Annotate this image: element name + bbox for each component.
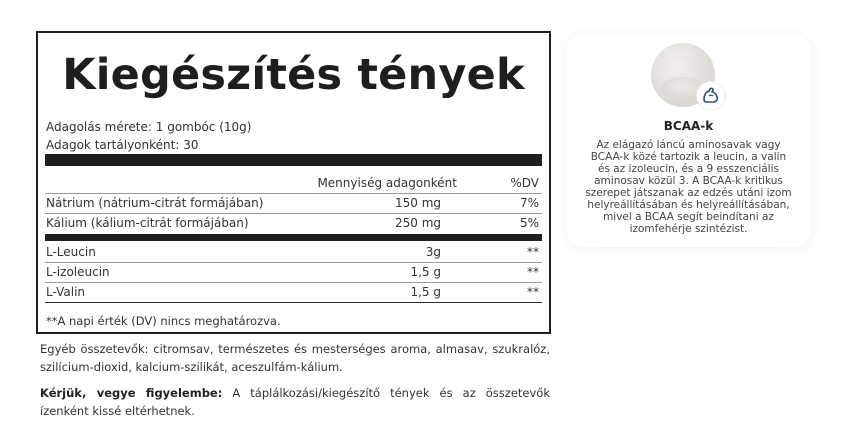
nutrient-name: L-Leucin	[46, 245, 96, 259]
divider-thick	[45, 234, 542, 241]
table-row	[46, 263, 541, 281]
flavor-note	[40, 384, 550, 420]
column-dv-header: %DV	[510, 176, 539, 190]
dv-footnote: **A napi érték (DV) nincs meghatározva.	[46, 314, 281, 328]
bcaa-info-card	[566, 33, 811, 247]
card-title: BCAA-k	[663, 119, 714, 133]
facts-title: Kiegészítés tények	[62, 50, 525, 100]
nutrient-dv: 5%	[519, 216, 539, 230]
nutrient-dv: **	[527, 265, 539, 279]
table-row	[46, 214, 541, 232]
nutrient-dv: 7%	[519, 196, 539, 210]
nutrient-name: Kálium (kálium-citrát formájában)	[46, 216, 249, 230]
divider	[45, 302, 542, 303]
card-description: Az elágazó láncú aminosavak vagy BCAA-k közé tartozik a leucin, a valin és az izoleucin, és a 9 esszenciális aminosav közül 3. A BCAA-k kritikus szerepet játszanak az edzés utáni izom helyreállításában és helyreállításában, mivel a BCAA segít beindítani az izomfehérje szintézist.	[585, 139, 792, 235]
table-row	[46, 194, 541, 212]
nutrient-amount: 3g	[425, 245, 441, 259]
nutrient-name: L-izoleucin	[46, 265, 110, 279]
flavor-note-label: Kérjük, vegye figyelembe:	[40, 386, 223, 400]
divider-thick	[45, 154, 542, 166]
nutrient-amount: 1,5 g	[410, 285, 441, 299]
supplement-facts-panel	[36, 31, 551, 334]
nutrient-dv: **	[527, 285, 539, 299]
flexed-bicep-icon	[697, 82, 725, 110]
servings-per-container: Adagok tartályonként: 30	[46, 138, 199, 152]
nutrient-dv: **	[527, 245, 539, 259]
column-header-row	[46, 174, 541, 192]
table-row	[46, 243, 541, 261]
other-ingredients: Egyéb összetevők: citromsav, természetes és mesterséges aroma, almasav, szukralóz, szilícium-dioxid, kalcium-szilikát, aceszulfám-kálium.	[40, 342, 550, 374]
serving-size: Adagolás mérete: 1 gombóc (10g)	[46, 120, 252, 134]
flavor-note-text: A táplálkozási/kiegészítő tények és az összetevők ízenként kissé eltérhetnek.	[40, 386, 550, 418]
nutrient-name: L-Valin	[46, 285, 86, 299]
nutrient-amount: 150 mg	[394, 196, 441, 210]
nutrient-amount: 250 mg	[394, 216, 441, 230]
table-row	[46, 283, 541, 301]
column-amount-header: Mennyiség adagonként	[317, 176, 457, 190]
nutrient-amount: 1,5 g	[410, 265, 441, 279]
nutrient-name: Nátrium (nátrium-citrát formájában)	[46, 196, 264, 210]
